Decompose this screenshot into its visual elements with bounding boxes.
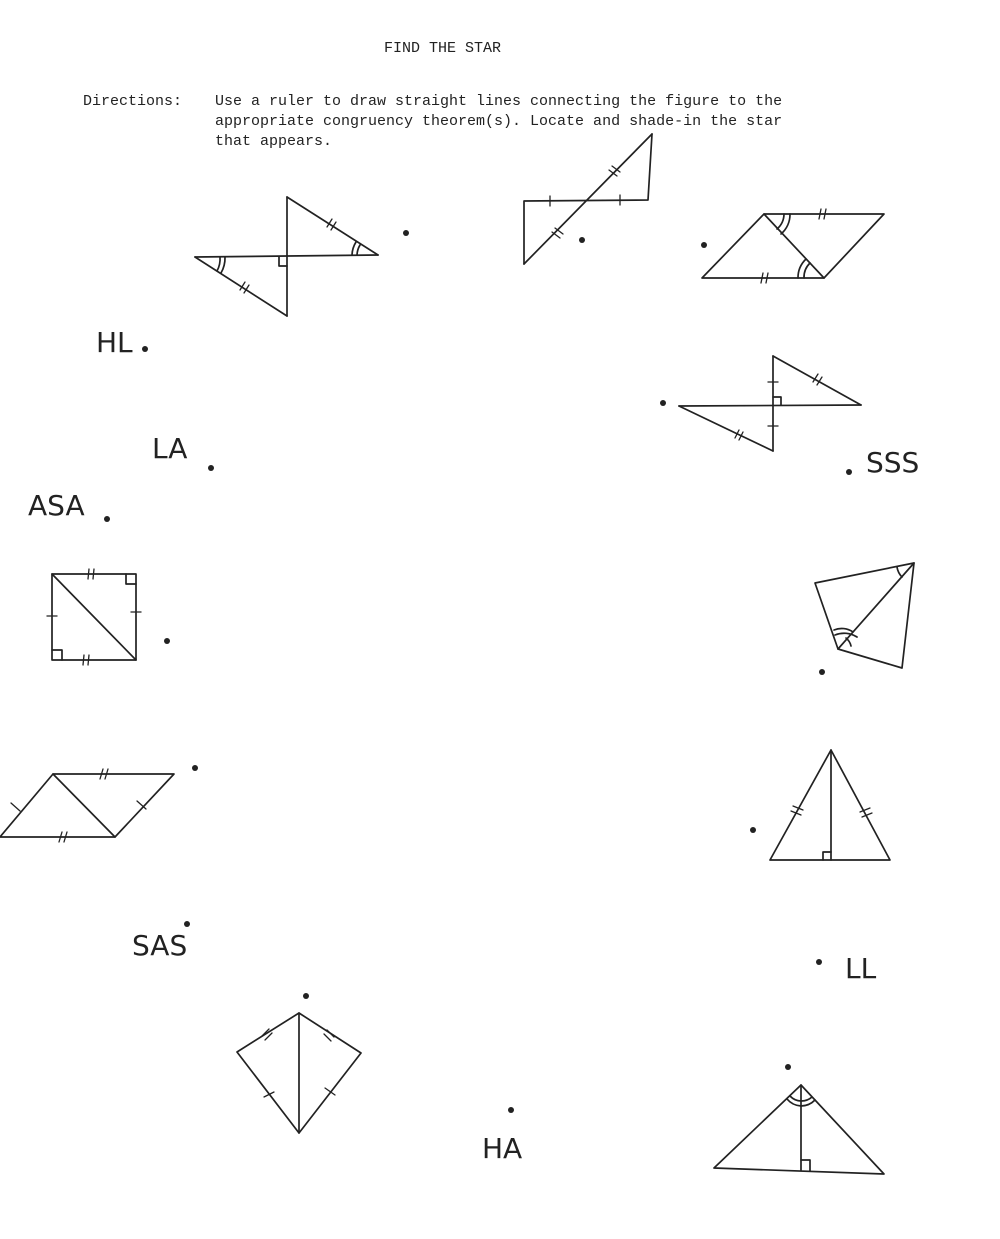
figure-triangle-altitude-bisected-angle: [714, 1085, 884, 1174]
figure-quadrilateral-diagonal-angles: [815, 563, 914, 668]
figure-kite-diagonal: [237, 1013, 361, 1133]
label-hl: HL: [96, 326, 133, 359]
dot-sas: [184, 921, 190, 927]
figure-isosceles-triangle-altitude: [770, 750, 890, 860]
figure-parallelogram-diagonal-sides: [0, 769, 174, 842]
figure-z-shape-segments: [524, 134, 652, 264]
dot-figure-2: [579, 237, 585, 243]
directions-line-1: Use a ruler to draw straight lines connecting the figure to the: [215, 93, 783, 110]
label-asa: ASA: [28, 489, 85, 522]
dot-figure-5: [164, 638, 170, 644]
figure-parallelogram-diagonal-angles: [702, 209, 884, 283]
dot-figure-8: [750, 827, 756, 833]
figure-square-diagonal: [47, 569, 141, 665]
label-ha: HA: [482, 1132, 523, 1165]
dot-figure-9: [303, 993, 309, 999]
label-sss: SSS: [866, 446, 920, 479]
dot-ll: [816, 959, 822, 965]
dot-hl: [142, 346, 148, 352]
directions-line-3: that appears.: [215, 133, 333, 150]
label-la: LA: [152, 432, 188, 465]
dot-figure-4: [660, 400, 666, 406]
directions-line-2: appropriate congruency theorem(s). Locate and shade-in the star: [215, 113, 783, 130]
dot-figure-6: [819, 669, 825, 675]
dot-figure-1: [403, 230, 409, 236]
dot-asa: [104, 516, 110, 522]
dot-sss: [846, 469, 852, 475]
directions-label: Directions:: [83, 93, 183, 110]
dot-figure-7: [192, 765, 198, 771]
dot-la: [208, 465, 214, 471]
dot-ha: [508, 1107, 514, 1113]
dot-figure-10: [785, 1064, 791, 1070]
label-sas: SAS: [132, 929, 188, 962]
worksheet-title: FIND THE STAR: [384, 40, 502, 57]
label-ll: LL: [845, 952, 877, 985]
dot-figure-3: [701, 242, 707, 248]
figure-bowtie-right-triangles: [679, 356, 861, 451]
figure-bowtie-triangles-angles: [195, 197, 378, 316]
